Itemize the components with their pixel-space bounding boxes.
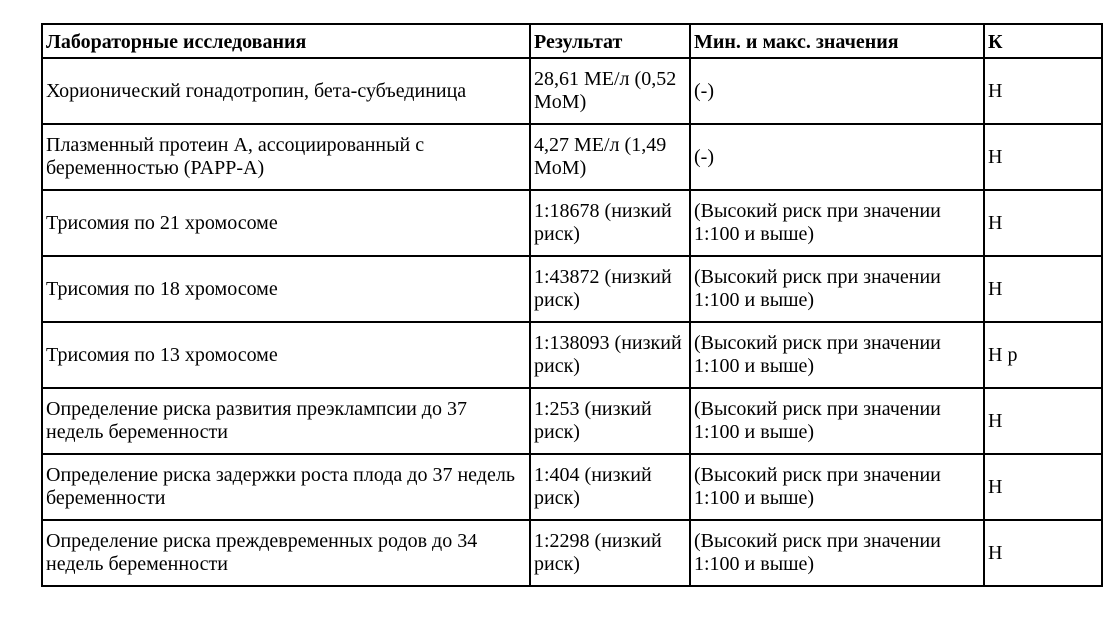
lab-results-table bbox=[41, 23, 1103, 587]
table-row bbox=[42, 388, 1102, 454]
table-row bbox=[42, 58, 1102, 124]
comment-cell: Н bbox=[984, 58, 1102, 124]
range-cell: (Высокий риск при значении 1:100 и выше) bbox=[690, 256, 984, 322]
result-cell: 1:2298 (низкий риск) bbox=[530, 520, 690, 586]
range-cell: (Высокий риск при значении 1:100 и выше) bbox=[690, 322, 984, 388]
comment-cell: Н bbox=[984, 388, 1102, 454]
table-row bbox=[42, 454, 1102, 520]
table-row bbox=[42, 256, 1102, 322]
comment-cell: Н bbox=[984, 256, 1102, 322]
range-cell: (Высокий риск при значении 1:100 и выше) bbox=[690, 388, 984, 454]
header-result: Результат bbox=[530, 24, 690, 58]
header-comment: К bbox=[984, 24, 1102, 58]
comment-cell: Н bbox=[984, 190, 1102, 256]
result-cell: 1:43872 (низкий риск) bbox=[530, 256, 690, 322]
result-cell: 1:253 (низкий риск) bbox=[530, 388, 690, 454]
test-name-cell: Трисомия по 13 хромосоме bbox=[42, 322, 530, 388]
result-cell: 28,61 МЕ/л (0,52 MoM) bbox=[530, 58, 690, 124]
header-range: Мин. и макс. значения bbox=[690, 24, 984, 58]
lab-results-sheet bbox=[41, 23, 1018, 583]
header-test: Лабораторные исследования bbox=[42, 24, 530, 58]
comment-cell: Н bbox=[984, 520, 1102, 586]
range-cell: (Высокий риск при значении 1:100 и выше) bbox=[690, 520, 984, 586]
test-name-cell: Плазменный протеин А, ассоциированный с беременностью (PAPP-A) bbox=[42, 124, 530, 190]
result-cell: 1:18678 (низкий риск) bbox=[530, 190, 690, 256]
test-name-cell: Трисомия по 21 хромосоме bbox=[42, 190, 530, 256]
result-cell: 1:404 (низкий риск) bbox=[530, 454, 690, 520]
test-name-cell: Определение риска развития преэклампсии до 37 недель беременности bbox=[42, 388, 530, 454]
table-row bbox=[42, 322, 1102, 388]
table-row bbox=[42, 520, 1102, 586]
table-row bbox=[42, 124, 1102, 190]
comment-cell: Н р bbox=[984, 322, 1102, 388]
table-row bbox=[42, 190, 1102, 256]
comment-cell: Н bbox=[984, 454, 1102, 520]
test-name-cell: Трисомия по 18 хромосоме bbox=[42, 256, 530, 322]
test-name-cell: Определение риска преждевременных родов до 34 недель беременности bbox=[42, 520, 530, 586]
result-cell: 4,27 МЕ/л (1,49 MoM) bbox=[530, 124, 690, 190]
table-header-row bbox=[42, 24, 1102, 58]
range-cell: (Высокий риск при значении 1:100 и выше) bbox=[690, 454, 984, 520]
range-cell: (Высокий риск при значении 1:100 и выше) bbox=[690, 190, 984, 256]
test-name-cell: Хорионический гонадотропин, бета-субъединица bbox=[42, 58, 530, 124]
range-cell: (-) bbox=[690, 58, 984, 124]
test-name-cell: Определение риска задержки роста плода до 37 недель беременности bbox=[42, 454, 530, 520]
range-cell: (-) bbox=[690, 124, 984, 190]
result-cell: 1:138093 (низкий риск) bbox=[530, 322, 690, 388]
comment-cell: Н bbox=[984, 124, 1102, 190]
